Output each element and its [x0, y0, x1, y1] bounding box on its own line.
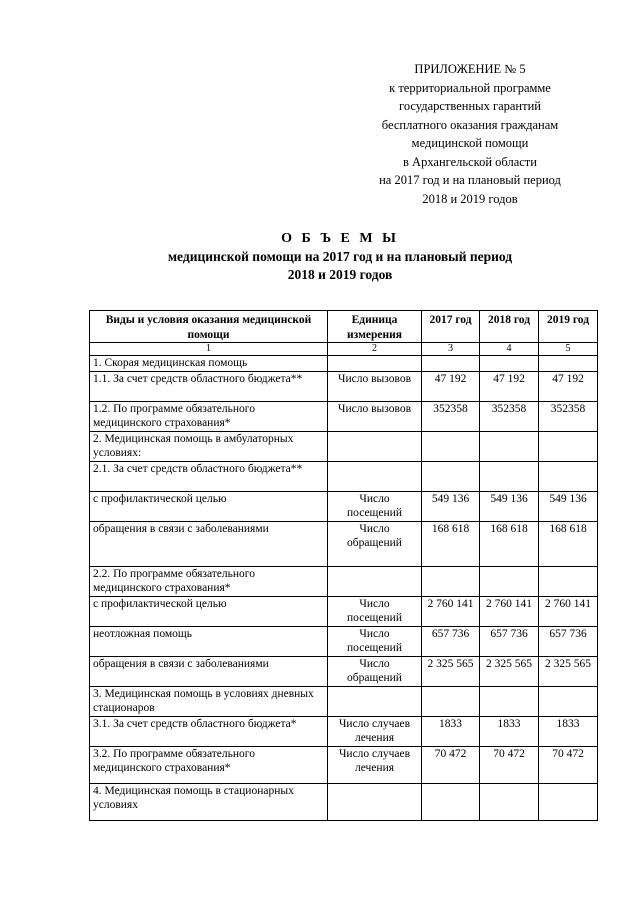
- value-2019: 168 618: [539, 521, 598, 566]
- row-unit: Число посещений: [328, 626, 422, 656]
- value-2019: 1833: [539, 716, 598, 746]
- appendix-line: на 2017 год и на плановый период: [379, 173, 561, 187]
- value-2018: 47 192: [480, 371, 539, 401]
- value-2019: 70 472: [539, 746, 598, 783]
- value-2017: 352358: [422, 401, 480, 431]
- row-label: 3. Медицинская помощь в условиях дневных стационаров: [90, 686, 328, 716]
- row-label: 2.1. За счет средств областного бюджета**: [90, 461, 328, 491]
- table-row: [90, 491, 598, 521]
- column-number-row: [90, 343, 598, 356]
- value-2018: 70 472: [480, 746, 539, 783]
- column-number: 5: [539, 343, 598, 356]
- value-2019: [539, 686, 598, 716]
- value-2017: 1833: [422, 716, 480, 746]
- header-row: [90, 311, 598, 343]
- volumes-table: [89, 310, 598, 821]
- table-row: [90, 746, 598, 783]
- value-2019: 2 325 565: [539, 656, 598, 686]
- appendix-line: к территориальной программе: [389, 80, 551, 95]
- value-2017: 47 192: [422, 371, 480, 401]
- row-label: с профилактической целью: [90, 596, 328, 626]
- row-label: 2.2. По программе обязательного медицинского страхования*: [90, 566, 328, 596]
- table-row: [90, 686, 598, 716]
- row-label: 2. Медицинская помощь в амбулаторных условиях:: [90, 431, 328, 461]
- document-title: [90, 230, 590, 284]
- appendix-line: бесплатного оказания гражданам: [381, 117, 559, 132]
- value-2018: [480, 566, 539, 596]
- value-2018: [480, 783, 539, 820]
- value-2017: [422, 566, 480, 596]
- value-2019: 657 736: [539, 626, 598, 656]
- title-line: медицинской помощи на 2017 год и на плановый период: [167, 249, 513, 264]
- table-row: [90, 356, 598, 372]
- row-unit: Число вызовов: [328, 371, 422, 401]
- row-label: 3.1. За счет средств областного бюджета*: [90, 716, 328, 746]
- value-2017: [422, 461, 480, 491]
- table-row: [90, 521, 598, 566]
- value-2017: [422, 686, 480, 716]
- row-label: 3.2. По программе обязательного медицинского страхования*: [90, 746, 328, 783]
- row-label: обращения в связи с заболеваниями: [90, 656, 328, 686]
- value-2019: 47 192: [539, 371, 598, 401]
- row-unit: Число посещений: [328, 596, 422, 626]
- row-unit: Число случаев лечения: [328, 746, 422, 783]
- value-2019: [539, 461, 598, 491]
- header-cell: 2018 год: [480, 311, 539, 343]
- title-line: 2018 и 2019 годов: [287, 267, 393, 282]
- value-2019: [539, 356, 598, 372]
- value-2017: [422, 431, 480, 461]
- row-label: 4. Медицинская помощь в стационарных условиях: [90, 783, 328, 820]
- table-row: [90, 461, 598, 491]
- value-2019: [539, 566, 598, 596]
- table-row: [90, 596, 598, 626]
- value-2018: 549 136: [480, 491, 539, 521]
- header-cell: Единица измерения: [328, 311, 422, 343]
- appendix-block: [340, 60, 600, 208]
- value-2017: 70 472: [422, 746, 480, 783]
- header-cell: 2019 год: [539, 311, 598, 343]
- value-2017: [422, 356, 480, 372]
- value-2018: 2 325 565: [480, 656, 539, 686]
- appendix-line: медицинской помощи: [411, 136, 529, 150]
- value-2019: 352358: [539, 401, 598, 431]
- row-unit: [328, 461, 422, 491]
- row-unit: [328, 431, 422, 461]
- appendix-heading: ПРИЛОЖЕНИЕ № 5: [414, 62, 526, 76]
- value-2017: 168 618: [422, 521, 480, 566]
- row-unit: Число вызовов: [328, 401, 422, 431]
- value-2017: 657 736: [422, 626, 480, 656]
- value-2017: 2 760 141: [422, 596, 480, 626]
- table-row: [90, 431, 598, 461]
- value-2018: [480, 686, 539, 716]
- row-unit: Число обращений: [328, 656, 422, 686]
- table-row: [90, 566, 598, 596]
- value-2018: [480, 431, 539, 461]
- appendix-line: 2018 и 2019 годов: [422, 191, 518, 206]
- table-row: [90, 371, 598, 401]
- value-2017: [422, 783, 480, 820]
- row-unit: Число обращений: [328, 521, 422, 566]
- value-2018: 2 760 141: [480, 596, 539, 626]
- value-2019: 2 760 141: [539, 596, 598, 626]
- value-2019: [539, 783, 598, 820]
- header-cell: 2017 год: [422, 311, 480, 343]
- value-2018: [480, 461, 539, 491]
- row-label: 1.1. За счет средств областного бюджета**: [90, 371, 328, 401]
- value-2017: 549 136: [422, 491, 480, 521]
- value-2018: [480, 356, 539, 372]
- table-row: [90, 716, 598, 746]
- value-2019: [539, 431, 598, 461]
- table-row: [90, 783, 598, 820]
- value-2018: 352358: [480, 401, 539, 431]
- row-label: 1.2. По программе обязательного медицинского страхования*: [90, 401, 328, 431]
- row-unit: [328, 686, 422, 716]
- appendix-line: в Архангельской области: [403, 154, 537, 169]
- appendix-line: государственных гарантий: [399, 99, 541, 113]
- table-row: [90, 626, 598, 656]
- row-label: обращения в связи с заболеваниями: [90, 521, 328, 566]
- value-2018: 1833: [480, 716, 539, 746]
- table-row: [90, 401, 598, 431]
- row-unit: Число случаев лечения: [328, 716, 422, 746]
- value-2017: 2 325 565: [422, 656, 480, 686]
- table-row: [90, 656, 598, 686]
- row-label: 1. Скорая медицинская помощь: [90, 356, 328, 372]
- row-label: с профилактической целью: [90, 491, 328, 521]
- column-number: 1: [90, 343, 328, 356]
- column-number: 2: [328, 343, 422, 356]
- row-label: неотложная помощь: [90, 626, 328, 656]
- column-number: 3: [422, 343, 480, 356]
- value-2019: 549 136: [539, 491, 598, 521]
- row-unit: [328, 356, 422, 372]
- row-unit: [328, 566, 422, 596]
- header-cell: Виды и условия оказания медицинской помощи: [90, 311, 328, 343]
- row-unit: Число посещений: [328, 491, 422, 521]
- value-2018: 657 736: [480, 626, 539, 656]
- column-number: 4: [480, 343, 539, 356]
- title-line: О Б Ъ Е М Ы: [281, 231, 399, 246]
- row-unit: [328, 783, 422, 820]
- value-2018: 168 618: [480, 521, 539, 566]
